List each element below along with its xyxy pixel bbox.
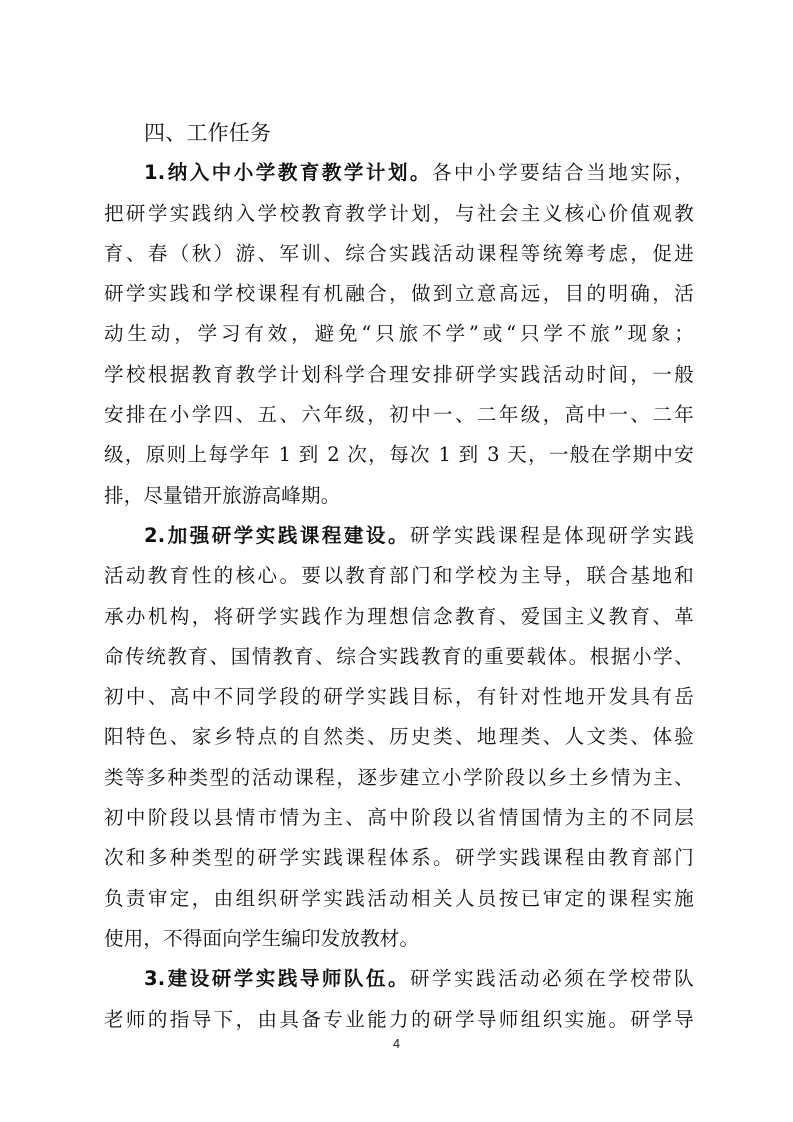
paragraph-1-line: 研学实践和学校课程有机融合，做到立意高远，目的明确，活 <box>104 282 694 306</box>
section-heading: 四、工作任务 <box>144 121 272 145</box>
paragraph-2-line: 使用，不得面向学生编印发放教材。 <box>104 926 420 950</box>
paragraph-1-line: 动生动，学习有效，避免“只旅不学”或“只学不旅”现象； <box>104 322 694 346</box>
body-text <box>104 113 694 1040</box>
paragraph-2-line: 命传统教育、国情教育、综合实践教育的重要载体。根据小学、 <box>104 644 694 668</box>
paragraph-1-line: 育、春（秋）游、军训、综合实践活动课程等统筹考虑，促进 <box>104 241 694 265</box>
paragraph-1-line: 级，原则上每学年 1 到 2 次，每次 1 到 3 天，一般在学期中安 <box>104 443 694 467</box>
paragraph-2-title: 2.加强研学实践课程建设。 <box>144 523 410 547</box>
paragraph-1-line: 学校根据教育教学计划科学合理安排研学实践活动时间，一般 <box>104 362 694 386</box>
paragraph-2-line-1 <box>104 516 694 556</box>
paragraph-1-title: 1.纳入中小学教育教学计划。 <box>144 161 433 185</box>
paragraph-1-line: 安排在小学四、五、六年级，初中一、二年级，高中一、二年 <box>104 403 694 427</box>
paragraph-3-line: 老师的指导下，由具备专业能力的研学导师组织实施。研学导 <box>104 1007 694 1031</box>
paragraph-2-line: 负责审定，由组织研学实践活动相关人员按已审定的课程实施 <box>104 886 694 910</box>
paragraph-2-line: 类等多种类型的活动课程，逐步建立小学阶段以乡土乡情为主、 <box>104 765 694 789</box>
paragraph-1-line: 把研学实践纳入学校教育教学计划，与社会主义核心价值观教 <box>104 201 694 225</box>
paragraph-2-line: 初中、高中不同学段的研学实践目标，有针对性地开发具有岳 <box>104 685 694 709</box>
paragraph-1-text: 各中小学要结合当地实际， <box>432 161 694 185</box>
paragraph-2-line: 阳特色、家乡特点的自然类、历史类、地理类、人文类、体验 <box>104 725 694 749</box>
page-number: 4 <box>392 1036 401 1051</box>
paragraph-2-line: 次和多种类型的研学实践课程体系。研学实践课程由教育部门 <box>104 846 694 870</box>
paragraph-2-line: 活动教育性的核心。要以教育部门和学校为主导，联合基地和 <box>104 564 694 588</box>
paragraph-2-line: 承办机构，将研学实践作为理想信念教育、爱国主义教育、革 <box>104 604 694 628</box>
paragraph-3-text: 研学实践活动必须在学校带队 <box>409 967 694 991</box>
paragraph-1-line-1 <box>104 153 694 193</box>
paragraph-2-line: 初中阶段以县情市情为主、高中阶段以省情国情为主的不同层 <box>104 806 694 830</box>
paragraph-1-line: 排，尽量错开旅游高峰期。 <box>104 483 341 507</box>
paragraph-3-line-1 <box>104 959 694 999</box>
paragraph-2-text: 研学实践课程是体现研学实践 <box>409 523 694 547</box>
paragraph-3-title: 3.建设研学实践导师队伍。 <box>144 967 410 991</box>
